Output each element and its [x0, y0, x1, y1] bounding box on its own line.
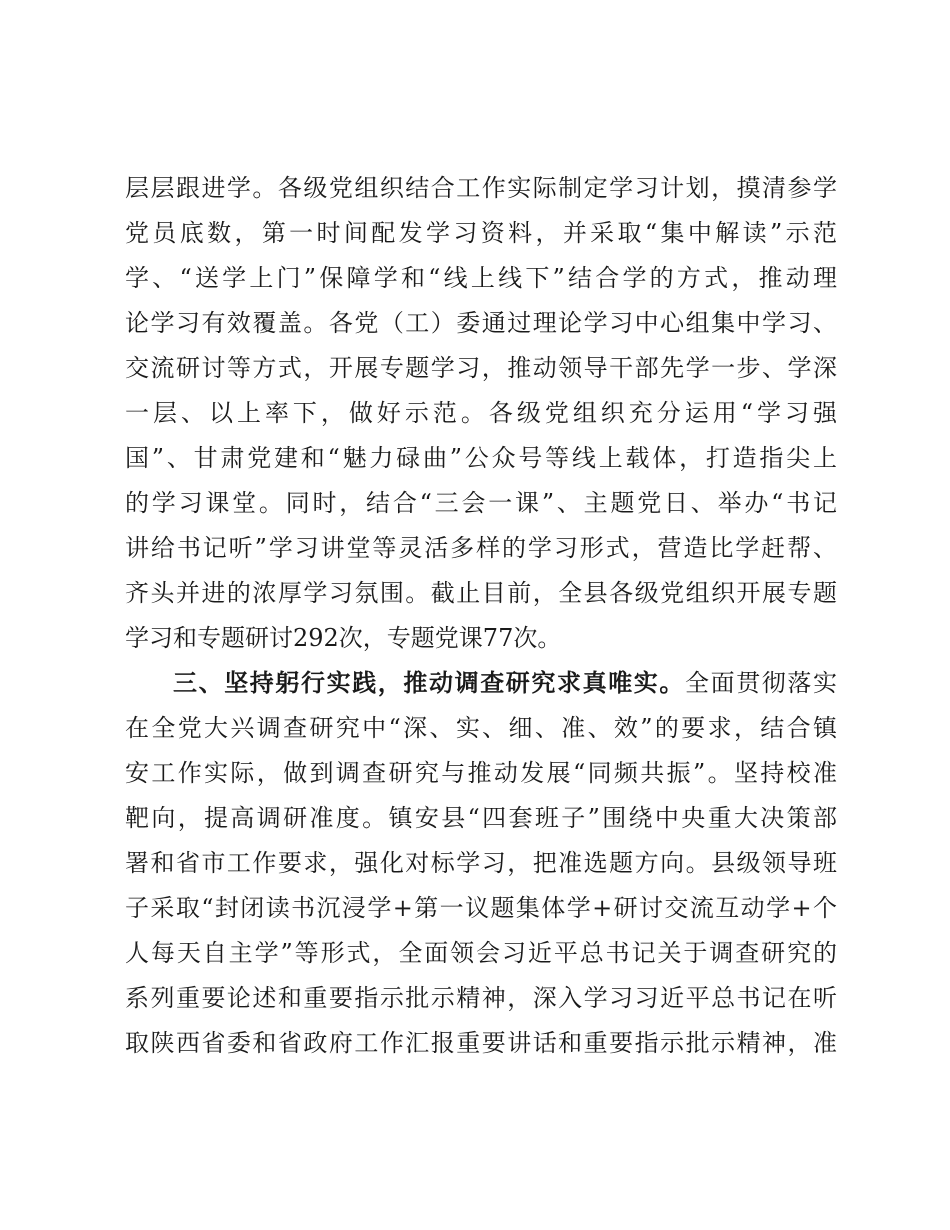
paragraph2-line-8: 系列重要论述和重要指示批示精神，深入学习习近平总书记在听: [125, 984, 837, 1012]
paragraph2-line-2: 在全党大兴调查研究中“深、实、细、准、效”的要求，结合镇: [125, 714, 837, 742]
paragraph2-line-5: 署和省市工作要求，强化对标学习，把准选题方向。县级领导班: [125, 849, 837, 877]
paragraph1-line-8: 的学习课堂。同时，结合“三会一课”、主题党日、举办“书记: [125, 489, 837, 517]
paragraph1-line-1: 层层跟进学。各级党组织结合工作实际制定学习计划，摸清参学: [125, 174, 837, 202]
paragraph1-line-2: 党员底数，第一时间配发学习资料，并采取“集中解读”示范: [125, 219, 837, 247]
paragraph1-line-4: 论学习有效覆盖。各党（工）委通过理论学习中心组集中学习、: [125, 309, 837, 337]
paragraph2-line-1: [173, 661, 837, 705]
paragraph1-line-11: 学习和专题研讨292次，专题党课77次。: [125, 624, 562, 652]
section-heading-continuation: 全面贯彻落实: [685, 669, 837, 697]
paragraph2-line-9: 取陕西省委和省政府工作汇报重要讲话和重要指示批示精神，准: [125, 1029, 837, 1057]
paragraph2-line-7: 人每天自主学”等形式，全面领会习近平总书记关于调查研究的: [125, 939, 837, 967]
paragraph2-line-6: 子采取“封闭读书沉浸学+第一议题集体学+研讨交流互动学+个: [125, 894, 837, 922]
paragraph1-line-6: 一层、以上率下，做好示范。各级党组织充分运用“学习强: [125, 399, 837, 427]
paragraph1-line-7: 国”、甘肃党建和“魅力碌曲”公众号等线上载体，打造指尖上: [125, 444, 837, 472]
paragraph1-line-10: 齐头并进的浓厚学习氛围。截止目前，全县各级党组织开展专题: [125, 579, 837, 607]
paragraph2-line-3: 安工作实际，做到调查研究与推动发展“同频共振”。坚持校准: [125, 759, 837, 787]
paragraph1-line-5: 交流研讨等方式，开展专题学习，推动领导干部先学一步、学深: [125, 354, 837, 382]
section-heading: 三、坚持躬行实践，推动调查研究求真唯实。: [173, 669, 685, 697]
paragraph2-line-4: 靶向，提高调研准度。镇安县“四套班子”围绕中央重大决策部: [125, 804, 837, 832]
paragraph1-line-3: 学、“送学上门”保障学和“线上线下”结合学的方式，推动理: [125, 264, 837, 292]
paragraph1-line-9: 讲给书记听”学习讲堂等灵活多样的学习形式，营造比学赶帮、: [125, 534, 837, 562]
